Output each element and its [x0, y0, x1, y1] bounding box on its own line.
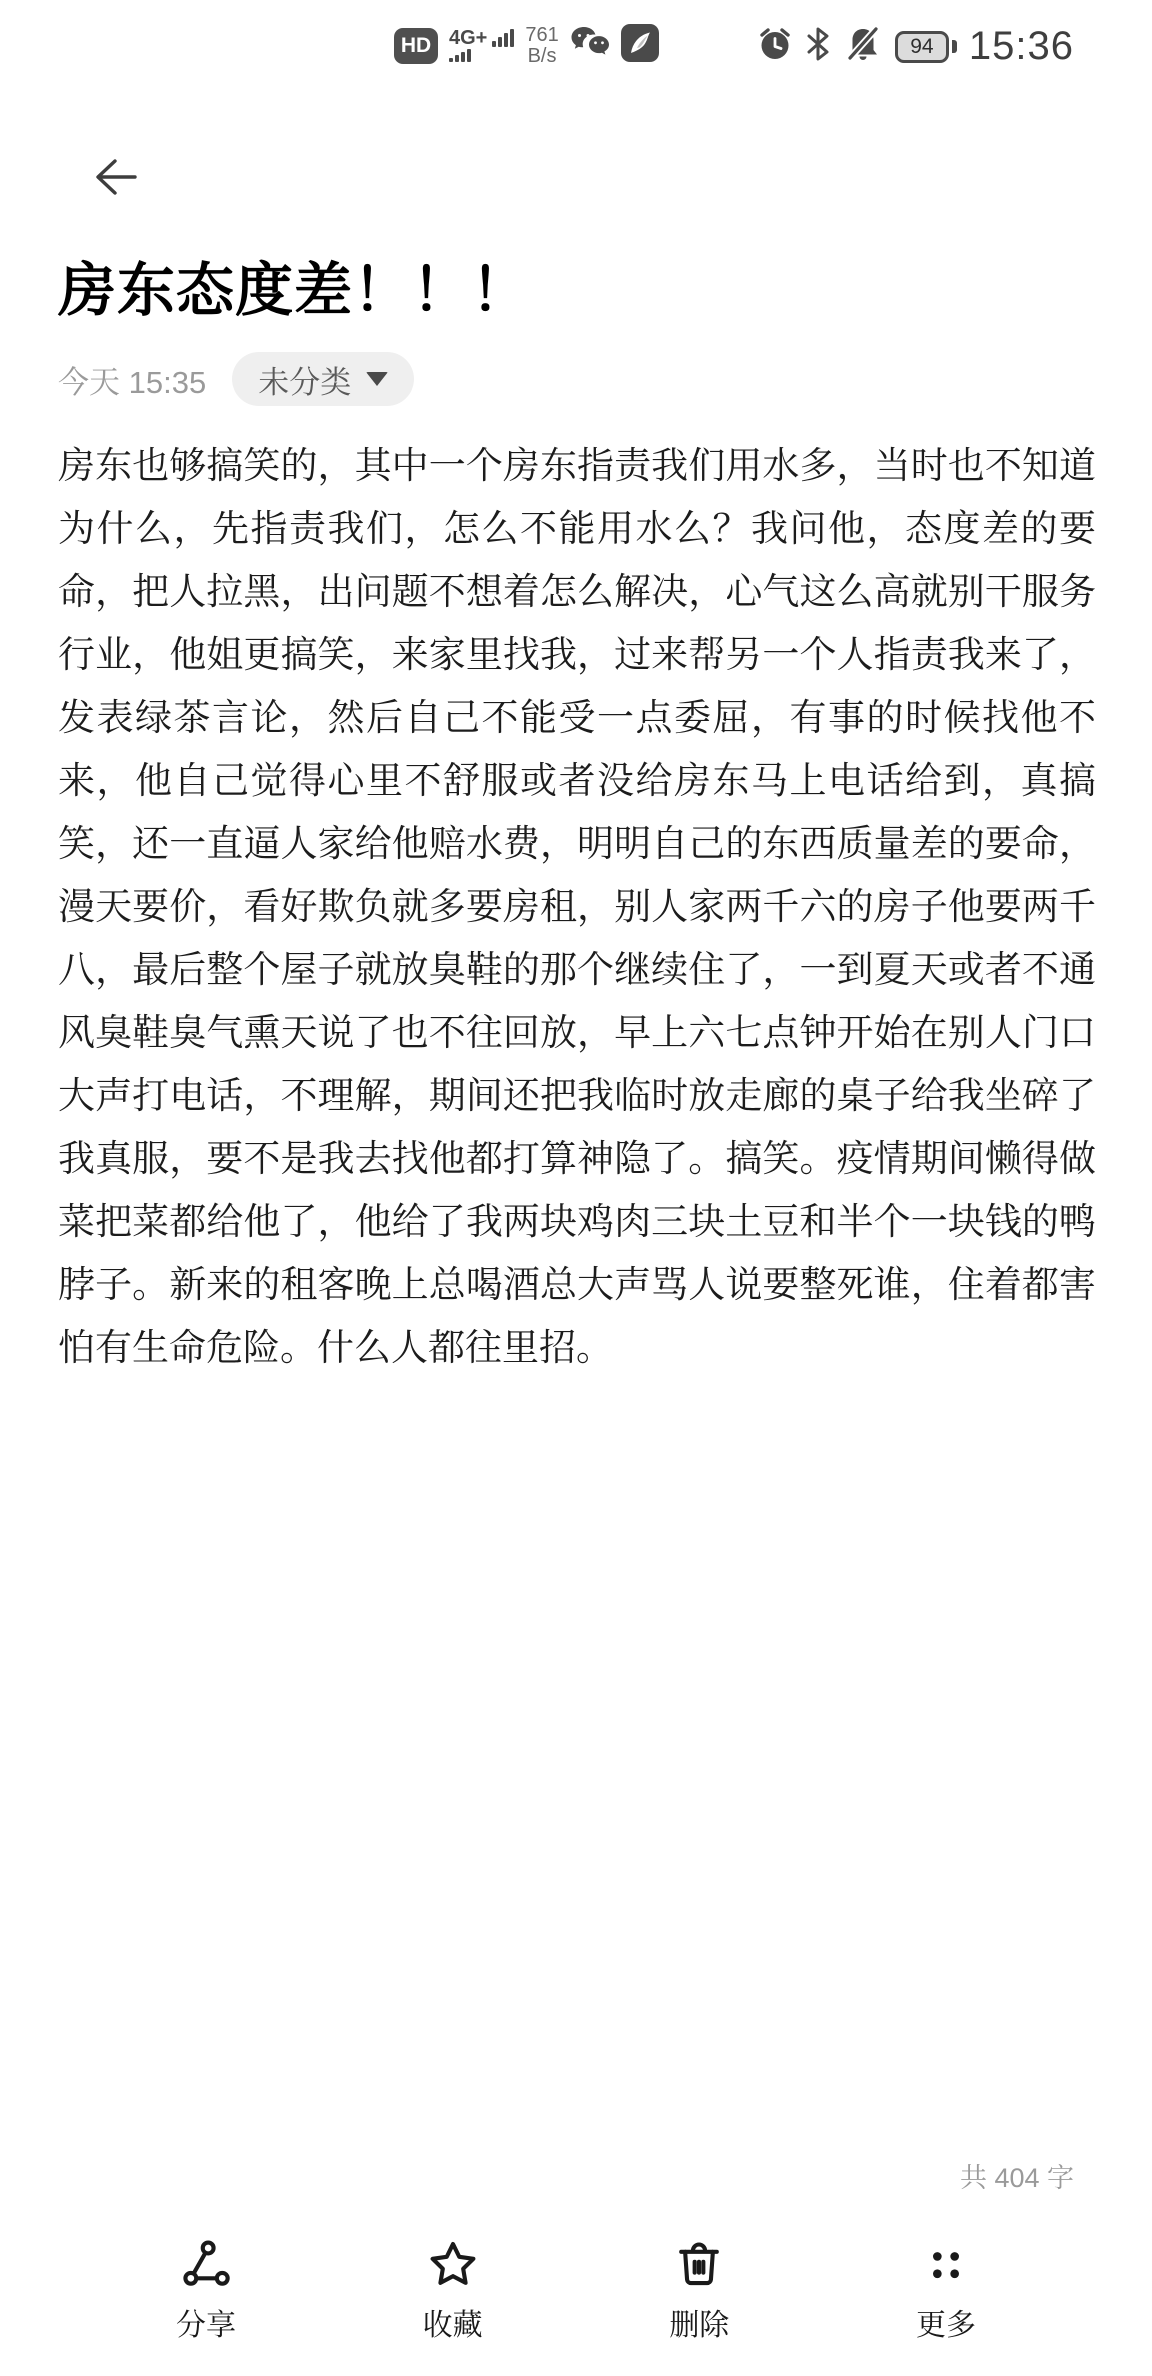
back-button[interactable] [90, 152, 140, 202]
battery-level: 94 [895, 31, 949, 63]
more-grid-icon [920, 2238, 972, 2290]
note-meta-row [58, 352, 414, 406]
signal-bars-sim2-icon [449, 49, 471, 62]
share-icon [180, 2238, 232, 2290]
category-label: 未分类 [258, 364, 352, 400]
network-speed-value: 761 [525, 23, 559, 46]
status-right-cluster [757, 24, 1074, 69]
favorite-button[interactable] [375, 2224, 531, 2376]
browser-app-icon [621, 24, 659, 67]
note-body-text[interactable]: 房东也够搞笑的，其中一个房东指责我们用水多，当时也不知道为什么，先指责我们，怎么不能用水么？我问他，态度差的要命，把人拉黑，出问题不想着怎么解决，心气这么高就别干服务行业，他姐更搞笑，来家里找我，过来帮另一个人指责我来了，发表绿茶言论，然后自己不能受一点委屈，有事的时候找他不来，他自己觉得心里不舒服或者没给房东马上电话给到，真搞笑，还一直逼人家给他赔水费，明明自己的东西质量差的要命，漫天要价，看好欺负就多要房租，别人家两千六的房子他要两千八，最后整个屋子就放臭鞋的那个继续住了，一到夏天或者不通风臭鞋臭气熏天说了也不往回放，早上六七点钟开始在别人门口大声打电话，不理解，期间还把我临时放走廊的桌子给我坐碎了我真服，要不是我去找他都打算神隐了。搞笑。疫情期间懒得做菜把菜都给他了，他给了我两块鸡肉三块土豆和半个一块钱的鸭脖子。新来的租客晚上总喝酒总大声骂人说要整死谁，住着都害怕有生命危险。什么人都往里招。 [58, 445, 1096, 1368]
more-label: 更多 [915, 2309, 976, 2342]
back-arrow-icon [90, 152, 140, 202]
share-button[interactable] [128, 2224, 284, 2376]
battery-icon [895, 31, 957, 63]
status-left-cluster [394, 24, 659, 67]
hd-voice-icon: HD [394, 28, 438, 64]
signal-bars-icon [492, 29, 514, 47]
bottom-toolbar [0, 2224, 1152, 2376]
category-selector[interactable] [232, 352, 414, 406]
notifications-muted-icon [843, 26, 883, 67]
alarm-clock-icon [757, 26, 793, 67]
network-speed [525, 25, 558, 67]
note-date: 今天 15:35 [58, 364, 207, 400]
note-title[interactable]: 房东态度差！！！ [58, 258, 531, 323]
trash-icon [673, 2238, 725, 2290]
word-count: 共 404 字 [959, 2163, 1074, 2193]
delete-button[interactable] [621, 2224, 777, 2376]
chevron-down-icon [366, 372, 388, 386]
share-label: 分享 [176, 2309, 236, 2342]
status-bar [0, 0, 1152, 92]
network-type-label: 4G+ [449, 27, 488, 49]
wechat-icon [570, 25, 610, 66]
cellular-signal-icon [449, 29, 514, 62]
delete-label: 删除 [669, 2309, 730, 2342]
bluetooth-icon [805, 26, 831, 67]
favorite-label: 收藏 [422, 2309, 483, 2342]
more-button[interactable] [868, 2224, 1024, 2376]
star-icon [427, 2238, 479, 2290]
network-speed-unit: B/s [527, 44, 557, 67]
status-time: 15:36 [968, 24, 1074, 68]
